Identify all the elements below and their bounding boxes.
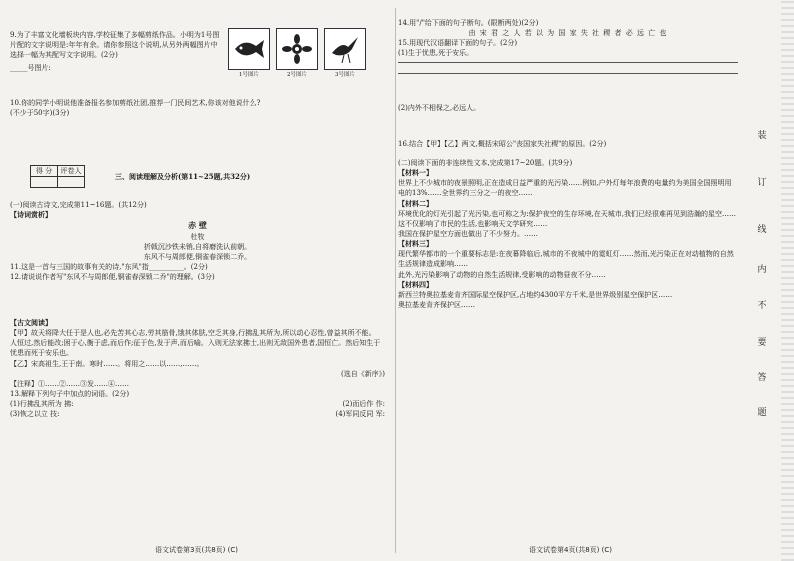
passage-b: 【乙】宋高祖生,王于南。寒时……。将用之……以……,……。	[10, 359, 204, 368]
papercut-images	[228, 28, 368, 90]
margin-char-2: 订	[753, 175, 771, 188]
material-3b: 此外,光污染影响了动物的自然生活规律,受影响的动物昼夜不分……	[398, 270, 606, 279]
right-page	[398, 0, 743, 561]
q13-item-4: (4)军同反同 军:	[335, 410, 385, 419]
papercut-3	[324, 28, 366, 90]
q11: 11.这是一首与三国的故事有关的诗,"东风"指__________。(2分)	[10, 263, 208, 272]
papercut-2	[276, 28, 318, 90]
margin-char-6: 要	[753, 335, 771, 348]
fish-papercut-icon	[228, 28, 270, 70]
caption-3: 3号图片	[335, 72, 355, 78]
notes: 【注释】①……②……③发……④……	[10, 379, 129, 388]
flower-papercut-icon	[276, 28, 318, 70]
q16: 16.结合【甲】【乙】两文,概括宋昭公"丧国家失社稷"的原因。(2分)	[398, 139, 607, 148]
questions-14-16	[398, 18, 738, 149]
right-footer: 语文试卷第4页(共8页) (C)	[529, 545, 612, 554]
poem-title: 赤 壁	[188, 220, 207, 231]
part-1	[10, 200, 385, 283]
margin-char-8: 题	[753, 405, 771, 418]
q14-text: 由 宋 君 之 人 若 以 为 国 家 失 社 稷 者 必 远 亡 也	[468, 29, 668, 38]
margin-char-3: 线	[753, 222, 771, 235]
material-4b: 奥拉基麦肯齐保护区……	[398, 300, 475, 309]
nonfiction-reading	[398, 158, 738, 310]
question-9	[10, 30, 222, 77]
classical-reading	[10, 318, 385, 419]
poem-line-1: 折戟沉沙铁未销,自将磨洗认前朝。	[143, 243, 252, 252]
material-3-label: 【材料三】	[398, 239, 433, 249]
q10-note: (不少于50字)(3分)	[10, 109, 70, 118]
papercut-1	[228, 28, 270, 90]
material-2-label: 【材料二】	[398, 198, 433, 208]
q15-2: (2)内外不相保之,必远人。	[398, 103, 481, 112]
q9-answer: _____号图片:	[10, 64, 51, 73]
question-10	[10, 98, 385, 118]
left-page	[0, 0, 393, 561]
q13: 13.解释下列句子中加点的词语。(2分)	[10, 389, 130, 398]
q13-item-3: (3)恢之以立 技:	[10, 410, 60, 419]
grader-label: 评卷人	[58, 166, 85, 177]
crane-papercut-icon	[324, 28, 366, 70]
passage-source: (选自《新序》)	[341, 369, 385, 378]
margin-char-1: 装	[753, 128, 771, 141]
poem-label: 【诗词赏析】	[10, 210, 52, 220]
material-2b: 我国在保护星空方面也做出了不少努力。……	[398, 229, 538, 238]
score-box	[30, 165, 85, 188]
q14: 14.用"/"给下面的句子断句。(限断两处)(2分)	[398, 19, 539, 27]
material-2: 环境优化的灯光引起了光污染,也可称之为:保护夜空的生存环境,在天城市,我们已经很难再见到浩瀚的星空……这不仅影响了市民的生活,也影响天文学研究……	[398, 209, 737, 228]
left-footer: 语文试卷第3页(共8页) (C)	[155, 545, 238, 554]
q13-item-2: (2)而后作 作:	[342, 400, 385, 409]
q10-text: 10.你的同学小明说他准备报名参加剪纸社团,推荐一门民间艺术,你该对他说什么?	[10, 99, 261, 107]
part-2-heading: (二)阅读下面的非连续性文本,完成第17~20题。(共9分)	[398, 159, 573, 167]
material-3: 现代繁华都市的一个重要标志是:在夜幕降临后,城市的不夜城中的霓虹灯……然而,光污染正在对动植物的自然生活规律造成影响……	[398, 250, 734, 269]
page-divider	[395, 8, 396, 553]
material-4-label: 【材料四】	[398, 279, 433, 289]
classical-label: 【古文阅读】	[10, 318, 52, 327]
q12: 12.请说说作者写"东风不与周郎便,铜雀春深锁二乔"的理解。(3分)	[10, 273, 215, 282]
q15: 15.用现代汉语翻译下面的句子。(2分)	[398, 39, 518, 48]
q13-row-2	[10, 409, 385, 419]
poem-author: 杜牧	[190, 232, 205, 241]
q15-1-answer-line	[398, 62, 738, 74]
binding-spine	[781, 0, 794, 561]
margin-char-7: 答	[753, 370, 771, 383]
q15-1: (1)生于忧患,死于安乐。	[398, 49, 474, 58]
caption-1: 1号图片	[239, 72, 259, 78]
passage-a2: 人恒过,然后能改;困于心,衡于虑,而后作;征于色,发于声,而后喻。入则无法家拂士,出则无敌国外患者,国恒亡。然后知生于忧患而死于安乐也。	[10, 339, 381, 358]
material-1: 世界上不少城市的夜景照明,正在造成日益严重的光污染……例如,户外灯每年浪费的电量约为美国全国照明用电的13%……全世界约三分之一的夜空……	[398, 179, 732, 198]
score-label: 得 分	[31, 166, 58, 177]
poem-line-2: 东风不与周郎便,铜雀春深锁二乔。	[143, 253, 252, 262]
part-1-heading: (一)阅读古诗文,完成第11~16题。(共12分)	[10, 201, 147, 209]
passage-a: 【甲】故天将降大任于是人也,必先苦其心志,劳其筋骨,饿其体肤,空乏其身,行拂乱其所为,所以动心忍性,曾益其所不能。	[10, 329, 376, 338]
q13-row-1	[10, 399, 385, 409]
margin-char-5: 不	[753, 298, 771, 311]
q9-text: 9.为了丰富文化墙板块内容,学校征集了多幅剪纸作品。小明为1号图片配的文字说明是:年年有余。请你参照这个说明,从另外两幅图片中选择一幅为其配写文字说明。(2分)	[10, 31, 220, 60]
caption-2: 2号图片	[287, 72, 307, 78]
material-1-label: 【材料一】	[398, 168, 433, 178]
material-4: 新西兰特奥拉基麦肯齐国际星空保护区,占地约4300平方千米,是世界级别星空保护区……	[398, 290, 673, 299]
margin-char-4: 内	[753, 262, 771, 275]
section-3-heading: 三、阅读理解及分析(第11~25题,共32分)	[115, 172, 251, 181]
q13-item-1: (1)行拂乱其所为 拂:	[10, 400, 74, 409]
